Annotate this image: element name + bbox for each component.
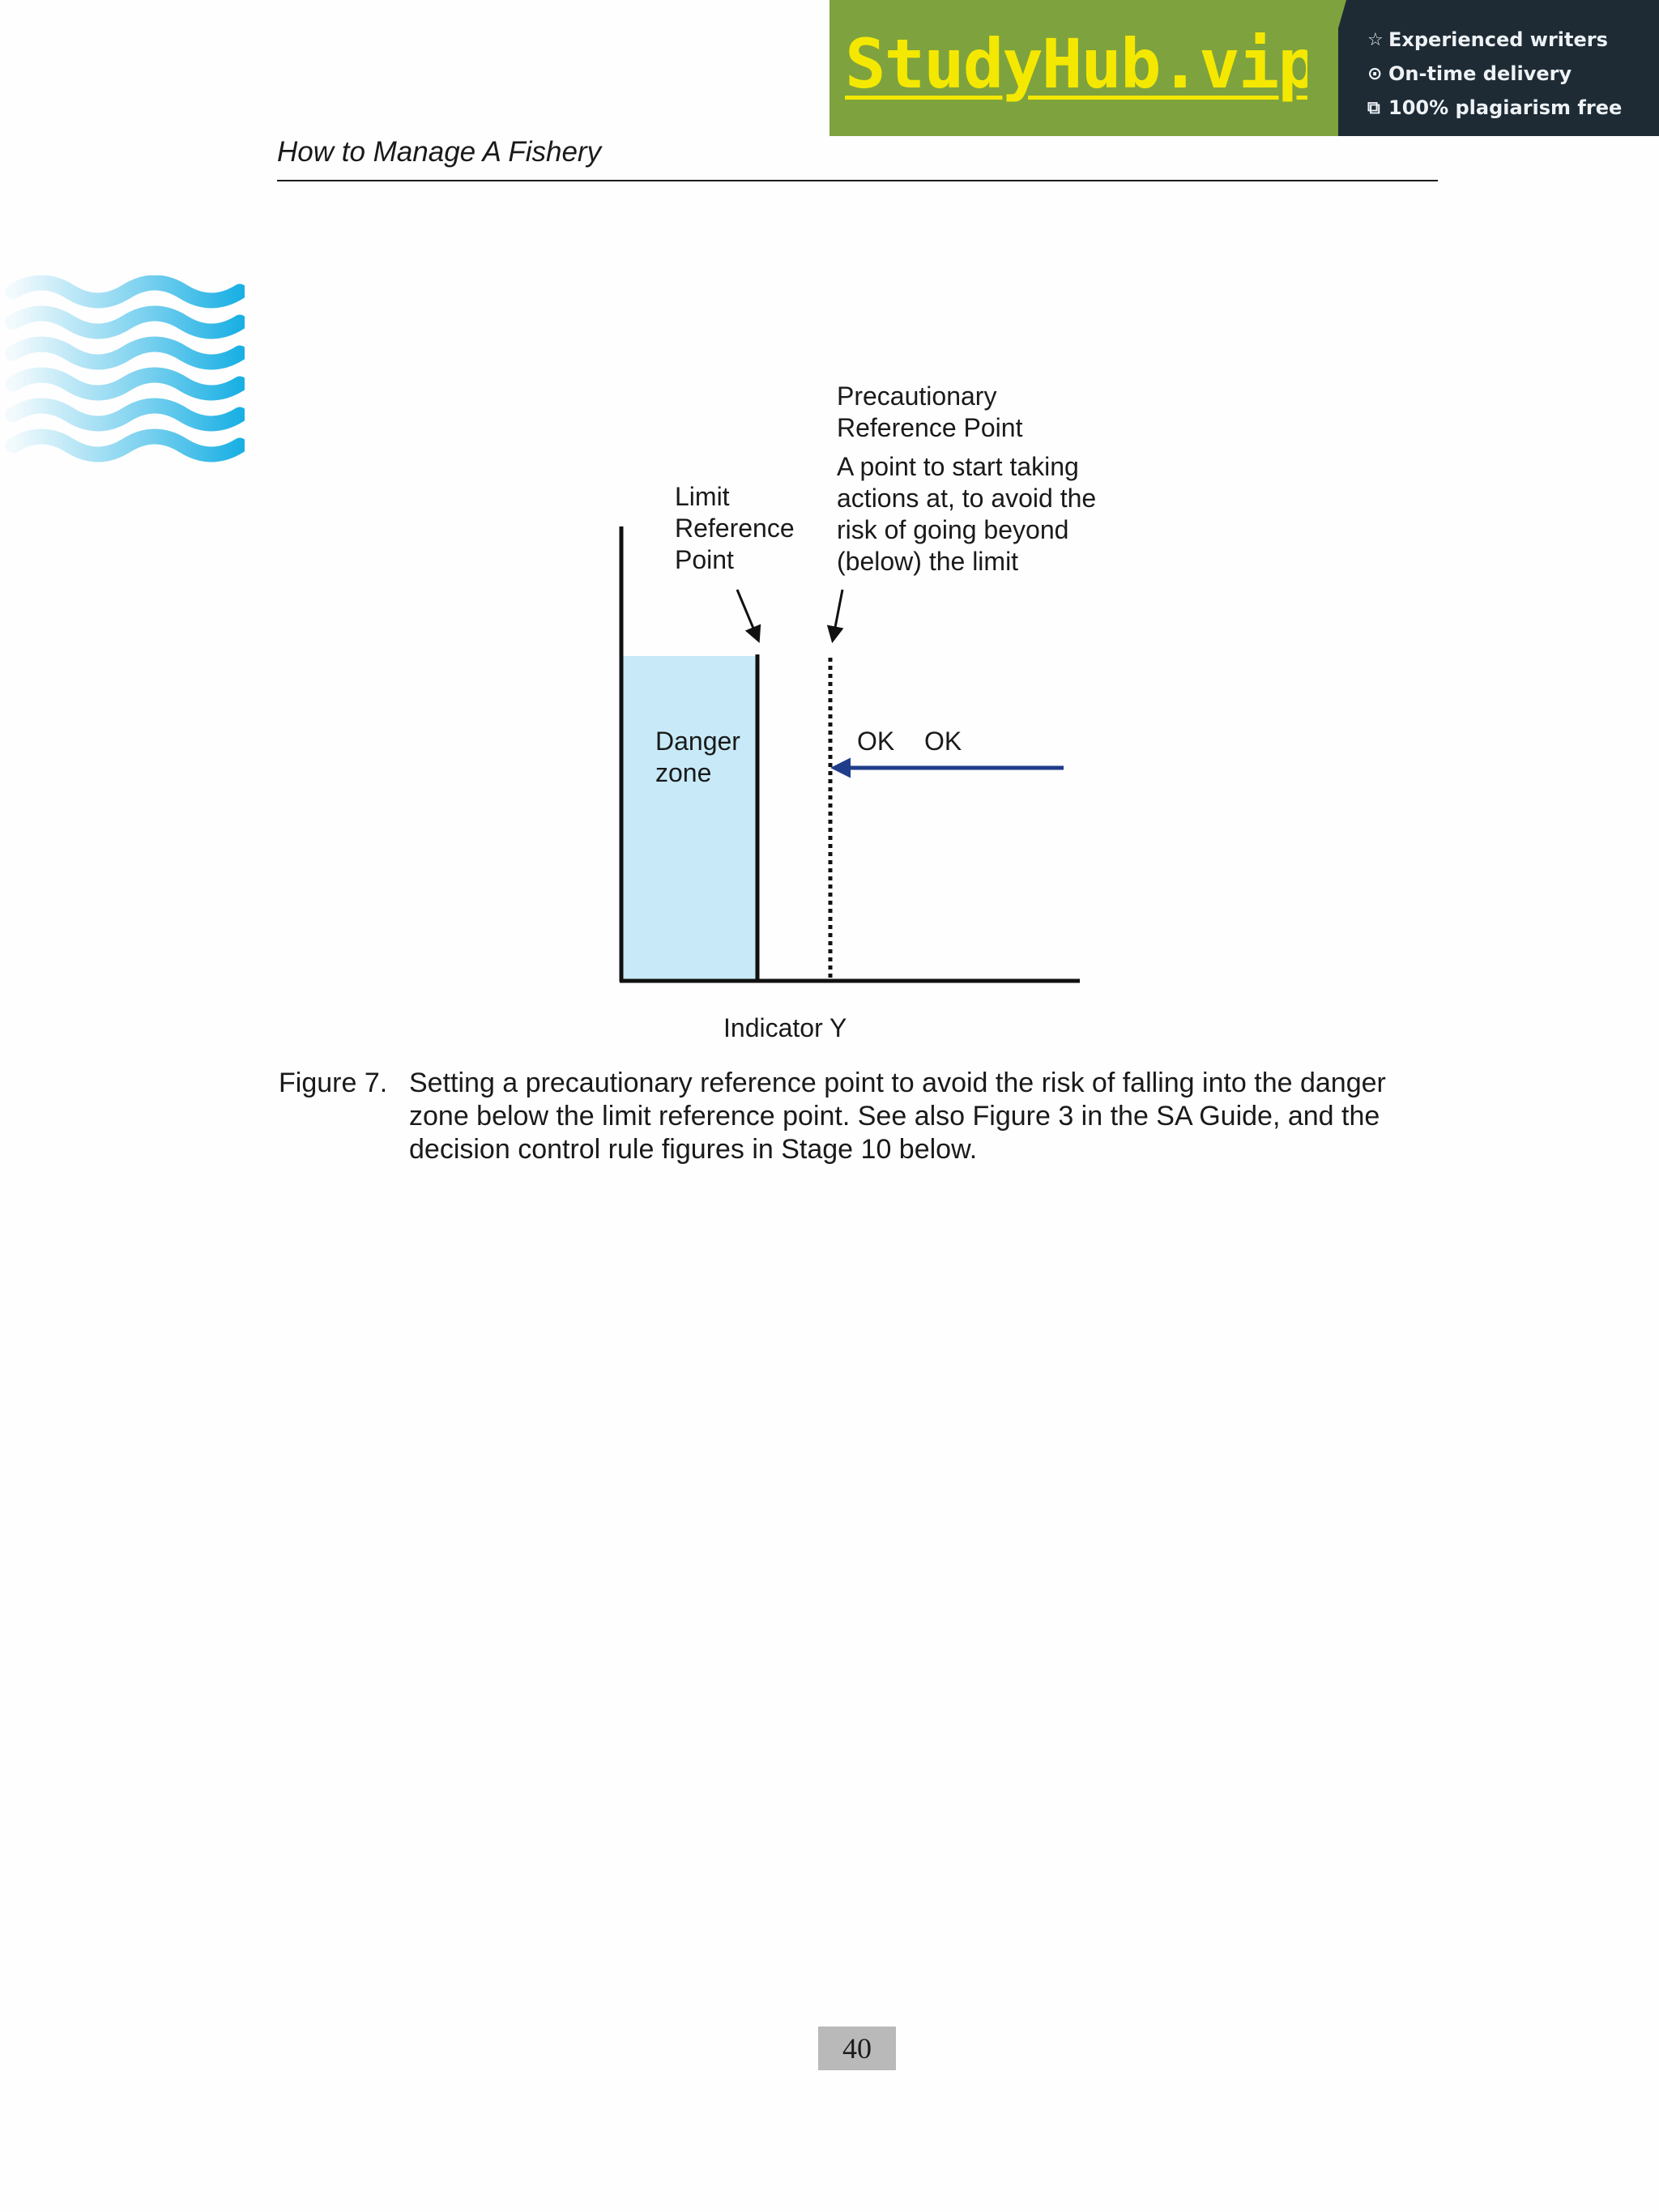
- danger-zone: [623, 656, 756, 980]
- reference-point-figure: [0, 0, 1659, 1053]
- limit-pointer-arrow: [737, 590, 758, 640]
- copy-icon: ⧉: [1367, 97, 1380, 118]
- brand-name: StudyHub.vip: [845, 24, 1317, 104]
- page-number: 40: [818, 2027, 896, 2070]
- feature-label: 100% plagiarism free: [1388, 96, 1623, 119]
- figure-caption: Setting a precautionary reference point to avoid the risk of falling into the danger zone below the limit reference point. See also Figure 3 in the SA Guide, and the decision control rule figures in Stage 10 below.: [409, 1068, 1386, 1165]
- clock-icon: ⊙: [1367, 63, 1383, 84]
- star-icon: ☆: [1367, 29, 1384, 50]
- x-axis-label: Indicator Y: [723, 1013, 847, 1042]
- figure-number: Figure 7.: [279, 1068, 388, 1098]
- precautionary-reference-title: Precautionary Reference Point: [837, 381, 1023, 442]
- precautionary-description: A point to start taking actions at, to avoid the risk of going beyond (below) the limit: [837, 452, 1097, 576]
- precautionary-pointer-arrow: [833, 590, 842, 640]
- figure-diagram: [0, 0, 1659, 1053]
- ok-label-1: OK: [857, 727, 895, 756]
- feature-label: Experienced writers: [1388, 28, 1608, 51]
- running-head: How to Manage A Fishery: [277, 136, 602, 168]
- feature-label: On-time delivery: [1388, 62, 1572, 85]
- limit-reference-label: Limit Reference Point: [675, 482, 795, 574]
- danger-zone-label: Danger zone: [655, 727, 740, 787]
- ok-label-2: OK: [924, 727, 962, 756]
